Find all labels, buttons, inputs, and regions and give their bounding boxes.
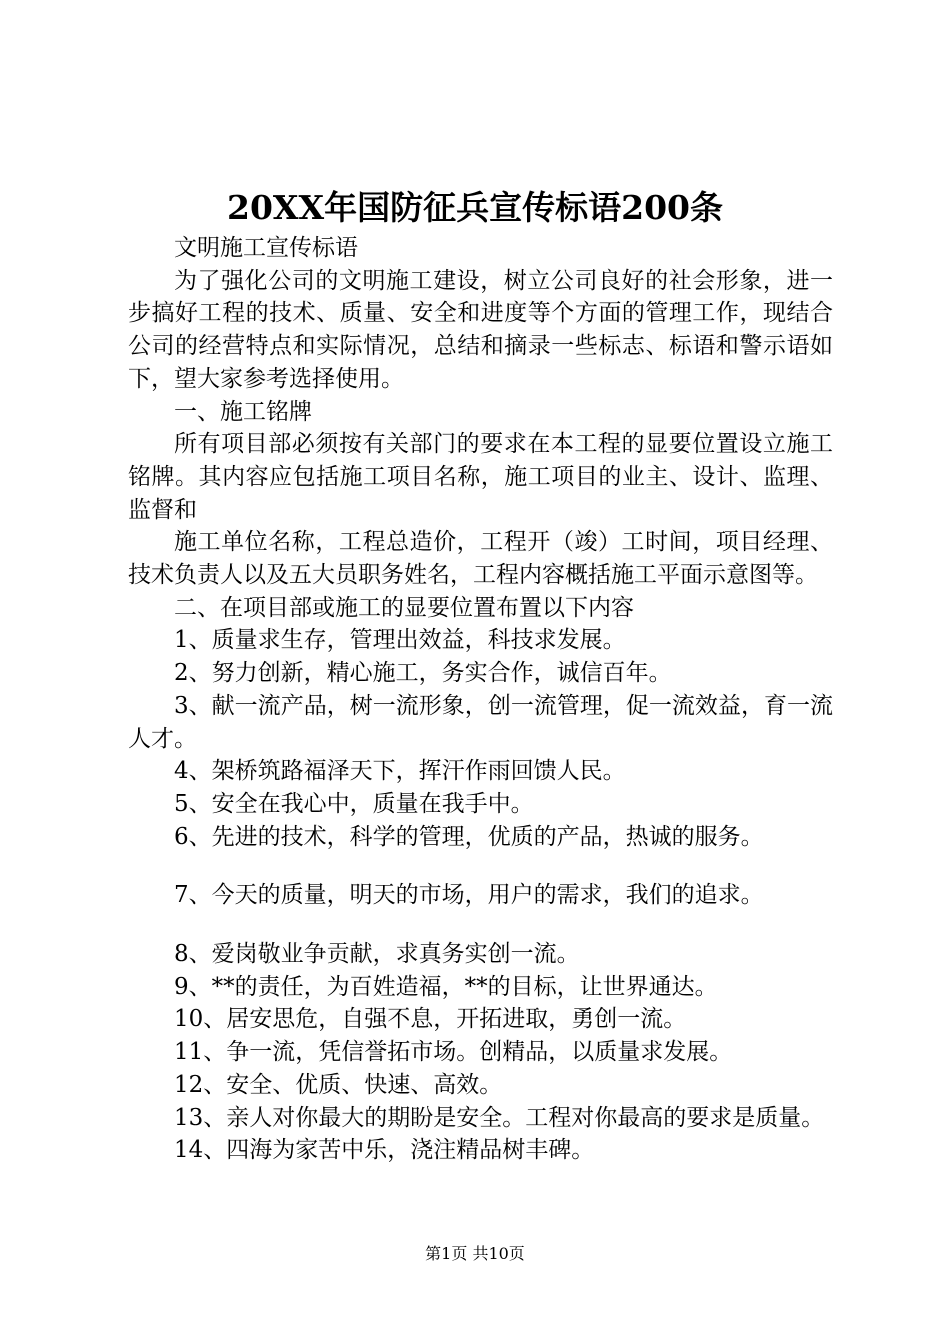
list-item: 9、**的责任，为百姓造福，**的目标，让世界通达。 <box>174 973 718 1000</box>
document-title: 20XX年国防征兵宣传标语200条 <box>226 188 723 227</box>
paragraph: 所有项目部必须按有关部门的要求在本工程的显要位置设立施工铭牌。其内容应包括施工项目名称，施工项目的业主、设计、监理、监督和 <box>128 431 833 523</box>
list-item: 7、今天的质量，明天的市场，用户的需求，我们的追求。 <box>174 882 764 909</box>
paragraph: 二、在项目部或施工的显要位置布置以下内容 <box>174 594 634 621</box>
paragraph: 文明施工宣传标语 <box>174 235 358 261</box>
list-item: 10、居安思危，自强不息，开拓进取，勇创一流。 <box>174 1006 687 1033</box>
list-item: 2、努力创新，精心施工，务实合作，诚信百年。 <box>174 660 672 687</box>
list-item: 12、安全、优质、快速、高效。 <box>174 1071 503 1098</box>
list-item: 4、架桥筑路福泽天下，挥汗作雨回馈人民。 <box>174 758 626 785</box>
paragraph: 一、施工铭牌 <box>174 398 312 425</box>
page-footer: 第1页 共10页 <box>425 1244 525 1263</box>
list-item: 3、献一流产品，树一流形象，创一流管理，促一流效益，育一流人才。 <box>128 692 833 752</box>
list-item: 13、亲人对你最大的期盼是安全。工程对你最高的要求是质量。 <box>174 1104 825 1131</box>
paragraph: 施工单位名称，工程总造价，工程开（竣）工时间，项目经理、技术负责人以及五大员职务姓名，工程内容概括施工平面示意图等。 <box>128 529 833 589</box>
document-body <box>128 232 833 1167</box>
paragraph: 为了强化公司的文明施工建设，树立公司良好的社会形象，进一步搞好工程的技术、质量、安全和进度等个方面的管理工作，现结合公司的经营特点和实际情况，总结和摘录一些标志、标语和警示语如下，望大家参考选择使用。 <box>128 267 833 392</box>
list-item: 6、先进的技术，科学的管理，优质的产品，热诚的服务。 <box>174 823 764 850</box>
list-item: 11、争一流，凭信誉拓市场。创精品，以质量求发展。 <box>174 1039 733 1066</box>
list-item: 5、安全在我心中，质量在我手中。 <box>174 790 534 817</box>
list-item: 8、爱岗敬业争贡献，求真务实创一流。 <box>174 941 580 968</box>
list-item: 1、质量求生存，管理出效益，科技求发展。 <box>174 627 626 654</box>
list-item: 14、四海为家苦中乐，浇注精品树丰碑。 <box>174 1137 595 1164</box>
